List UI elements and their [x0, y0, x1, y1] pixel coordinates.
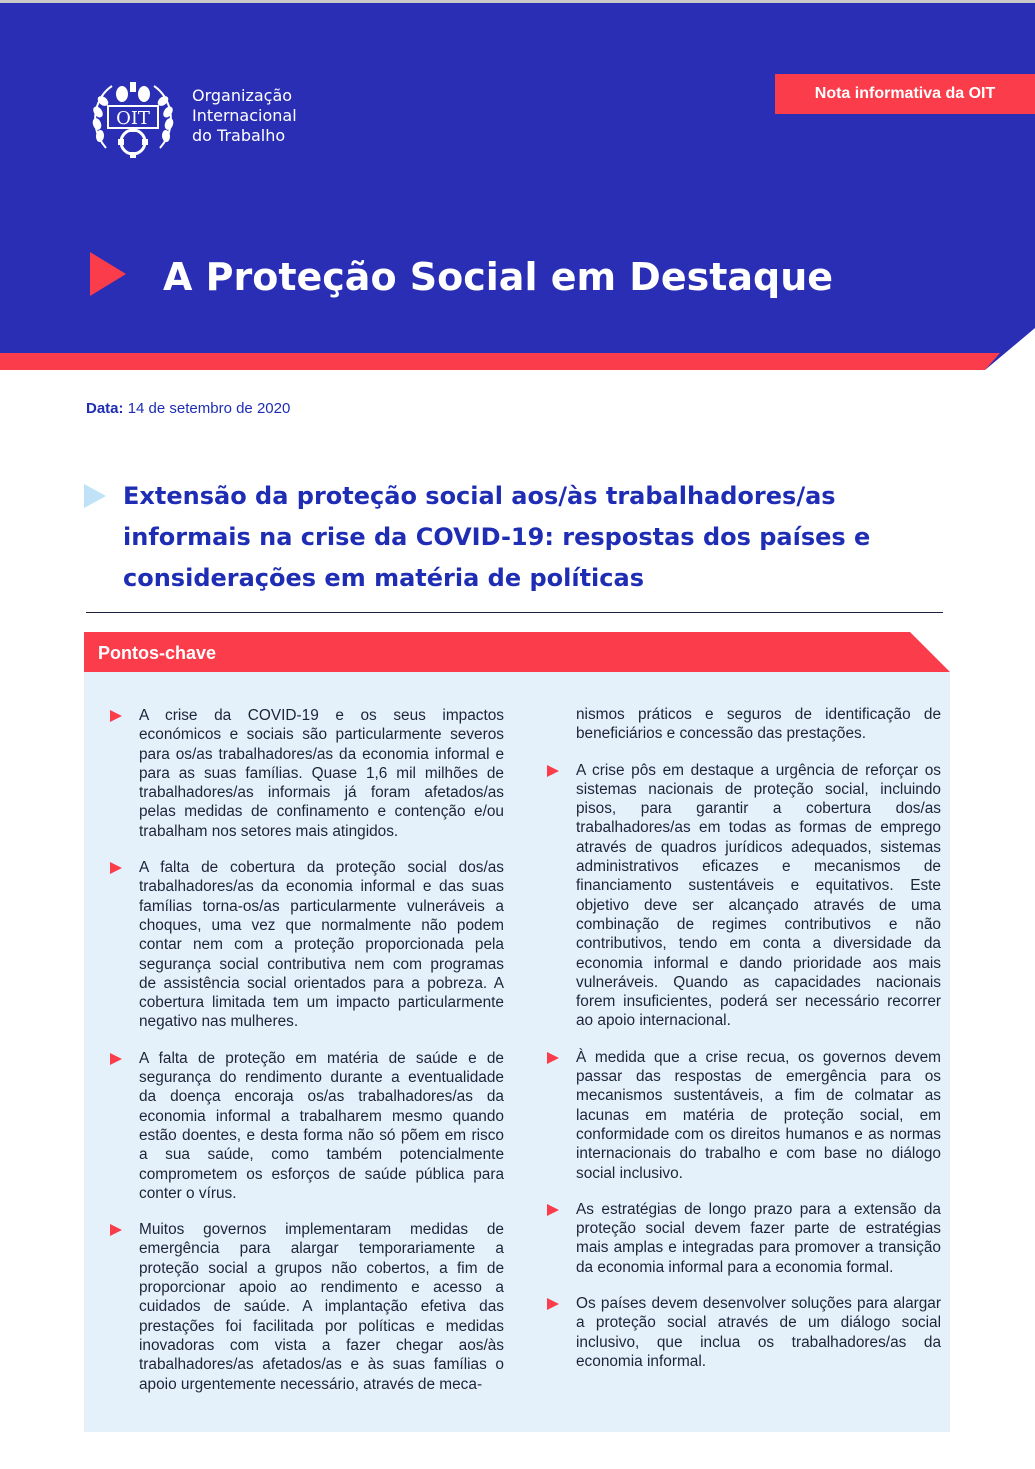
page-title: A Proteção Social em Destaque — [163, 255, 834, 299]
list-item — [541, 1048, 941, 1183]
bullet-arrow-icon — [110, 710, 122, 722]
keypoints-heading: Pontos-chave — [98, 643, 217, 663]
bullet-arrow-icon — [547, 1204, 559, 1216]
divider — [86, 612, 943, 613]
organization-name — [192, 86, 297, 146]
date-value: 14 de setembro de 2020 — [127, 400, 291, 417]
list-item — [104, 706, 504, 841]
bullet-arrow-icon — [547, 1298, 559, 1310]
document-type-badge: Nota informativa da OIT — [775, 74, 1035, 114]
keypoint-text: Muitos governos implementaram medidas de emergência para alargar temporariamente a proteção social a grupos não cobertos, a fim de proporcionar apoio ao rendimento e acesso a cuidados de saúde. A implantação efetiva das prestações foi facilitada por políticas e medidas inovadoras com vista a fazer chegar aos/às trabalhadores/as afetados/as e às suas famílias o apoio urgentemente necessário, através de meca- — [139, 1221, 504, 1393]
keypoint-text: A falta de cobertura da proteção social dos/as trabalhadores/as da economia informal e das suas famílias torna-os/as particularmente vulneráveis a choques, uma vez que normalmente não podem contar nem com a proteção proporcionada pela segurança social contributiva nem com programas de assistência social orientados para a pobreza. A cobertura limitada tem um impacto particularmente negativo nas mulheres. — [139, 859, 504, 1031]
bullet-arrow-icon — [110, 862, 122, 874]
org-name-line-2: Internacional — [192, 106, 297, 125]
bullet-arrow-icon — [547, 765, 559, 777]
bullet-arrow-icon — [110, 1224, 122, 1236]
keypoint-text: A falta de proteção em matéria de saúde e de segurança do rendimento durante a eventualidade da doença encoraja os/as trabalhadores/as da economia informal a trabalharem mesmo quando estão doentes, e desta forma não só põem em risco a sua saúde, como também potencialmente comprometem os esforços de saúde pública para conter o vírus. — [139, 1049, 504, 1202]
keypoint-text: A crise pôs em destaque a urgência de reforçar os sistemas nacionais de proteção social, incluindo pisos, para garantir a cobertura dos/as trabalhadores/as em todas as formas de emprego através de quadros jurídicos adequados, sistemas administrativos eficazes e mecanismos de financiamento sustentáveis e equitativos. Este objetivo deve ser alcançado através de uma combinação de regimes contributivos e não contributivos, tendo em conta a diversidade da economia informal e dando prioridade aos mais vulneráveis. Quando as capacidades nacionais forem insuficientes, poderá ser necessário recorrer ao apoio internacional. — [576, 761, 941, 1030]
list-item — [104, 858, 504, 1032]
title-arrow-icon — [90, 252, 126, 296]
subtitle-arrow-icon — [84, 484, 106, 508]
list-item — [104, 1220, 504, 1394]
header-banner — [0, 3, 1035, 370]
org-name-line-1: Organização — [192, 86, 293, 105]
publication-date — [86, 400, 290, 417]
keypoints-right-column — [541, 705, 941, 1388]
list-item — [541, 1200, 941, 1277]
ilo-logo-text: OIT — [116, 108, 150, 129]
list-item — [104, 1049, 504, 1203]
org-name-line-3: do Trabalho — [192, 126, 286, 145]
keypoint-text: As estratégias de longo prazo para a extensão da proteção social devem fazer parte de estratégias mais amplas e integradas para promover a transição da economia informal para a economia formal. — [576, 1200, 941, 1276]
date-label: Data: — [86, 400, 124, 417]
keypoint-text: À medida que a crise recua, os governos devem passar das respostas de emergência para os mecanismos sustentáveis, a fim de colmatar as lacunas em matéria de proteção social, em conformidade com os direitos humanos e as normas internacionais do trabalho e com base no diálogo social inclusivo. — [576, 1048, 941, 1182]
ilo-logo-icon — [86, 76, 180, 166]
header-banner-shape — [0, 3, 1035, 370]
list-item — [541, 1294, 941, 1371]
ilo-logo — [86, 76, 180, 166]
bullet-arrow-icon — [547, 1052, 559, 1064]
keypoint-text: A crise da COVID-19 e os seus impactos económicos e sociais são particularmente severos para os/as trabalhadores/as da economia informal e para as suas famílias. Quase 1,6 mil milhões de trabalhadores/as informais já foram afetados/as pelas medidas de confinamento e contenção e/ou trabalham nos setores mais atingidos. — [139, 707, 504, 840]
keypoints-left-column — [104, 706, 504, 1411]
keypoint-text: Os países devem desenvolver soluções para alargar a proteção social através de um diálogo social inclusivo, que inclua os trabalhadores/as da economia informal. — [576, 1295, 941, 1370]
document-subtitle: Extensão da proteção social aos/às trabalhadores/as informais na crise da COVID-19: respostas dos países e considerações em matéria de políticas — [123, 482, 871, 592]
bullet-arrow-icon — [110, 1053, 122, 1065]
list-item — [541, 761, 941, 1031]
list-item-continuation — [541, 705, 941, 744]
keypoint-continuation-text: nismos práticos e seguros de identificação de beneficiários e concessão das prestações. — [576, 706, 941, 743]
